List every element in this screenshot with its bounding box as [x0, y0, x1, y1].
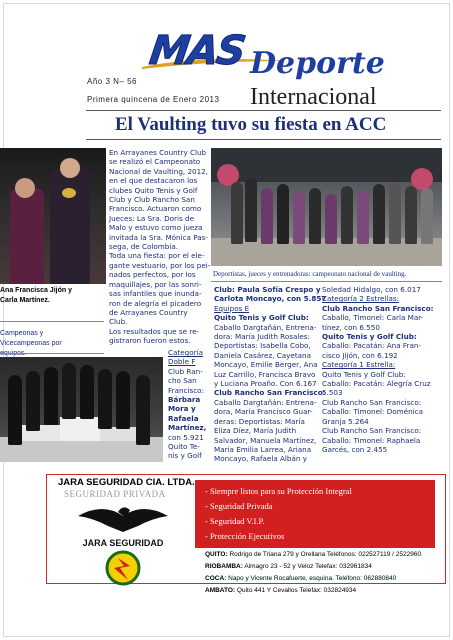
divider [211, 281, 442, 282]
ad-tagline: SEGURIDAD PRIVADA [64, 489, 166, 499]
article-line: Deportistas: Isabella Cobo, [214, 341, 311, 351]
divider [0, 353, 104, 354]
article-line: Carlota Moncayo, con 5.857 [214, 294, 327, 304]
ad-company-name: JARA SEGURIDAD CIA. LTDA. [58, 477, 195, 488]
caption-left-photo: Ana Francisca Jijón y Carla Martínez. [0, 287, 72, 304]
logo-internacional: Internacional [250, 84, 377, 110]
masthead [0, 0, 453, 110]
logo-mas: MAS [146, 28, 247, 74]
article-line: Club y Club Rancho San [109, 195, 195, 205]
svg-text:JARA SEGURIDAD: JARA SEGURIDAD [82, 538, 164, 548]
article-line: ron de alegría el picadero [109, 298, 202, 308]
article-line: Categoría 1 Estrella: [322, 360, 396, 370]
divider [86, 139, 441, 140]
logo-deporte: Deporte [250, 46, 385, 81]
article-line: Moncayo, Rafaela Albán y [214, 454, 307, 464]
ad-address-riobamba: RIOBAMBA: Almagro 23 - 52 y Veloz Telefax: 032961834 [205, 563, 372, 570]
article-line: de Arrayanes Country [109, 307, 188, 317]
article-line: Club Rancho San Francisco: [322, 303, 434, 313]
article-line: Equipos E [214, 303, 250, 313]
article-column-1 [109, 148, 211, 346]
article-line: dora: María Judith Rosales: [214, 332, 310, 342]
article-line: Caballo: Timonel: Raphaela [322, 435, 421, 445]
article-column-2 [214, 285, 327, 464]
issue-date: Primera quincena de Enero 2013 [87, 95, 220, 104]
article-line: gante vestuario, por los pei- [109, 260, 211, 270]
eagle-shield-logo-icon [58, 498, 188, 586]
article-line: dora, María Francisco Guar- [214, 407, 313, 417]
article-line: María Emilia Larrea, Ariana [214, 444, 312, 454]
article-line: Granja 5.264 [322, 416, 369, 426]
photo-gymnasts-pair [0, 148, 106, 284]
article-line: Caballo Dargtañán: Entrena- [214, 397, 317, 407]
article-line: tínez, con 6.550 [322, 322, 380, 332]
article-line: Los resultados que se re- [109, 326, 200, 336]
article-line: Soledad Hidalgo, con 6.017 [322, 285, 421, 294]
ad-address-coca: COCA: Napo y Vicente Rocafuerte, esquina. Teléfono: 062880840 [205, 575, 397, 582]
article-line: Quito Tenis y Golf Club: [322, 332, 417, 342]
article-line: deras: Deportistas: María [214, 416, 305, 426]
article-line: Caballo: Pacatán: Ana Fran- [322, 341, 422, 351]
article-line: Daniela Casárez, Cayetana [214, 350, 312, 360]
article-line: Garcés, con 2.455 [322, 444, 388, 454]
article-line: Toda una fiesta: por el ele- [109, 251, 205, 261]
article-line: sega, de Colombia. [109, 242, 179, 252]
article-line: Quito Tenis y Golf Club: [214, 313, 309, 323]
divider [0, 321, 104, 322]
article-column-3 [322, 285, 442, 454]
article-line: Club. [109, 317, 128, 327]
caption-group-photo: Deportistas, jueces y entrenadoras: campeonato nacional de vaulting. [213, 270, 407, 278]
article-line: Nacional de Vaulting, 2012, [109, 166, 209, 176]
article-line: Quito Tenis y Golf Club: [322, 369, 406, 379]
article-line: sas infantiles que inunda- [109, 289, 202, 299]
article-line: Salvador, Manuela Martínez, [214, 435, 317, 445]
article-line: invitada la Sra. Mónica Pas- [109, 232, 208, 242]
ad-address-quito: QUITO: Rodrigo de Triana 279 y Orellana Teléfonos: 022527119 / 2522960 [205, 551, 422, 558]
article-line: y Luciana Proaño. Con 6.167 [214, 379, 317, 389]
article-line: Malo y estuvo como jueza [109, 223, 203, 233]
article-line: Eliza Díez, María Judith [214, 426, 297, 436]
ad-address-ambato: AMBATO: Quito 441 Y Cevallos Telefax: 032824934 [205, 587, 357, 594]
ad-service-item: - Protección Ejecutivos [205, 531, 285, 541]
article-line: En Arrayanes Country Club [109, 148, 207, 157]
article-column-1b: Categoría Doble F Club Ran- cho San Francisco: Bárbara Mora y Rafaela Martínez, con 5.921 Quito Te- nis y Golf [168, 348, 207, 461]
article-line: Moncayo, Emilie Berger, Ana [214, 360, 318, 370]
article-line: Club: Paula Sofía Crespo y [214, 285, 321, 294]
article-line: en el que destacaron los [109, 176, 198, 186]
article-line: Jueces: La Sra. Doris de [109, 213, 195, 223]
article-line: clubes Quito Tenis y Golf [109, 185, 198, 195]
article-line: gistraron fueron estos. [109, 336, 191, 346]
article-line: cisco Jijón, con 6.192 [322, 350, 398, 360]
headline: El Vaulting tuvo su fiesta en ACC [115, 114, 387, 135]
article-line: nados perfectos, por los [109, 270, 196, 280]
article-line: Club Rancho San Francisco: [214, 388, 326, 398]
caption-champions: Campeonas y Vicecampeonas por [0, 330, 62, 347]
issue-number: Año 3 N– 56 [87, 77, 137, 86]
divider [86, 110, 441, 111]
article-line: Caballo Dargtañán, Entrena- [214, 322, 317, 332]
article-line: Francisco. Actuaron como [109, 204, 202, 214]
article-line: maquillajes, por las sonri- [109, 279, 202, 289]
article-line: Club Rancho San Francisco: [322, 426, 422, 436]
ad-service-item: - Seguridad Privada [205, 501, 273, 511]
article-line: Club Rancho San Francisco: [322, 397, 422, 407]
article-line: Luz Carrillo, Francisca Bravo [214, 369, 316, 379]
article-line: Caballo: Pacatán: Alegría Cruz [322, 379, 431, 389]
photo-team-podium [0, 357, 163, 462]
article-line: Caballo: Timonel: Doménica [322, 407, 423, 417]
ad-service-item: - Seguridad V.I.P. [205, 516, 265, 526]
article-line: Caballo, Timonel: Carla Mar- [322, 313, 424, 323]
article-line: Categoría 2 Estrellas: [322, 294, 400, 304]
photo-group-athletes [211, 148, 442, 266]
article-line: se realizó el Campeonato [109, 157, 201, 167]
article-line: 5.503 [322, 388, 343, 398]
ad-service-item: - Siempre listos para su Protección Integral [205, 486, 352, 496]
